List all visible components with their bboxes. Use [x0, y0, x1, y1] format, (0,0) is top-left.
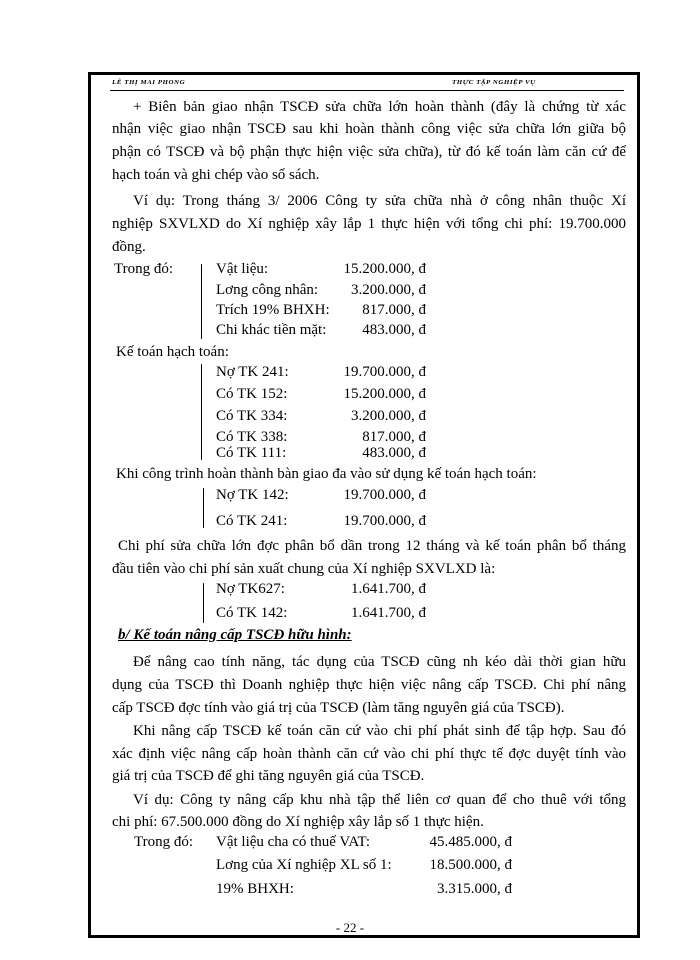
entry3-amount: 1.641.700, đ	[351, 605, 426, 621]
ketoan-label: Kế toán hạch toán:	[116, 344, 229, 360]
para4-line1: Khi nâng cấp TSCĐ kế toán căn cứ vào chi phí phát sinh để tập hợp. Sau đó	[133, 723, 626, 739]
chiphi-line2: đầu tiên vào chi phí sản xuất chung của Xí nghiệp SXVLXD là:	[112, 561, 496, 577]
entry1-amount: 15.200.000, đ	[343, 386, 426, 402]
entry3-amount: 1.641.700, đ	[351, 581, 426, 597]
trong-do-label: Trong đó:	[114, 261, 174, 277]
cost1-label: Vật liệu:	[216, 261, 269, 277]
cost1-amount: 483.000, đ	[362, 322, 426, 338]
header-rule	[110, 90, 624, 91]
header-author: LÊ THỊ MAI PHONG	[112, 78, 186, 86]
entry1-amount: 483.000, đ	[362, 445, 426, 461]
para5-line1: Ví dụ: Công ty nâng cấp khu nhà tập thể liên cơ quan để cho thuê với tổng	[133, 792, 626, 808]
para2-line1: Ví dụ: Trong tháng 3/ 2006 Công ty sửa chữa nhà ở công nhân thuộc Xí	[133, 193, 626, 209]
para3-line2: dụng của TSCĐ thì Doanh nghiệp thực hiện việc nâng cấp TSCĐ. Chi phí nâng	[112, 677, 626, 693]
khi-line: Khi công trình hoàn thành bàn giao đa vào sử dụng kế toán hạch toán:	[116, 466, 537, 482]
cost2-amount: 45.485.000, đ	[429, 834, 512, 850]
cost2-amount: 3.315.000, đ	[437, 881, 512, 897]
entry2-amount: 19.700.000, đ	[343, 487, 426, 503]
brace	[201, 264, 202, 339]
para2-line3: đồng.	[112, 239, 146, 255]
cost1-label: Trích 19% BHXH:	[216, 302, 330, 318]
cost1-amount: 15.200.000, đ	[343, 261, 426, 277]
cost1-label: Chi khác tiền mặt:	[216, 322, 327, 338]
entry1-amount: 19.700.000, đ	[343, 364, 426, 380]
brace	[203, 583, 204, 623]
entry1-label: Có TK 334:	[216, 408, 288, 424]
cost2-label: Vật liệu cha có thuế VAT:	[216, 834, 371, 850]
page-number: - 22 -	[335, 920, 365, 935]
cost1-amount: 3.200.000, đ	[351, 282, 426, 298]
trong-do-label-2: Trong đó:	[134, 834, 194, 850]
para1-line4: hạch toán và ghi chép vào sổ sách.	[112, 167, 320, 183]
cost1-amount: 817.000, đ	[362, 302, 426, 318]
para4-line3: giá trị của TSCĐ để ghi tăng nguyên giá của TSCĐ.	[112, 768, 425, 784]
entry1-amount: 817.000, đ	[362, 429, 426, 445]
para3-line1: Để nâng cao tính năng, tác dụng của TSCĐ cũng nh kéo dài thời gian hữu	[133, 654, 626, 670]
brace	[201, 364, 202, 460]
entry3-label: Có TK 142:	[216, 605, 288, 621]
para1-line3: phận có TSCĐ và bộ phận thực hiện việc sửa chữa), từ đó kế toán làm căn cứ để	[112, 144, 626, 160]
brace	[203, 488, 204, 528]
para4-line2: xác định việc nâng cấp hoàn thành căn cứ vào chi phí thực tế đợc duyệt tính vào	[112, 746, 626, 762]
chiphi-line1: Chi phí sửa chữa lớn đợc phân bổ dần trong 12 tháng và kế toán phân bổ tháng	[118, 538, 626, 554]
cost2-amount: 18.500.000, đ	[429, 857, 512, 873]
entry2-label: Có TK 241:	[216, 513, 288, 529]
header-title: THỰC TẬP NGHIỆP VỤ	[452, 78, 536, 86]
entry1-label: Có TK 152:	[216, 386, 288, 402]
cost1-label: Lơng công nhân:	[216, 282, 319, 298]
entry3-label: Nợ TK627:	[216, 581, 285, 597]
entry1-amount: 3.200.000, đ	[351, 408, 426, 424]
entry1-label: Nợ TK 241:	[216, 364, 289, 380]
entry1-label: Có TK 338:	[216, 429, 288, 445]
entry2-label: Nợ TK 142:	[216, 487, 289, 503]
para5-line2: chi phí: 67.500.000 đồng do Xí nghiệp xây lắp số 1 thực hiện.	[112, 814, 484, 830]
para3-line3: cấp TSCĐ đợc tính vào giá trị của TSCĐ (làm tăng nguyên giá của TSCĐ).	[112, 700, 565, 716]
cost2-label: 19% BHXH:	[216, 881, 294, 897]
para1-line1: + Biên bản giao nhận TSCĐ sửa chữa lớn hoàn thành (đây là chứng từ xác	[133, 99, 626, 115]
para2-line2: nghiệp SXVLXD do Xí nghiệp xây lắp 1 thực hiện với tổng chi phí: 19.700.000	[112, 216, 626, 232]
section-heading: b/ Kế toán nâng cấp TSCĐ hữu hình:	[118, 627, 352, 643]
cost2-label: Lơng của Xí nghiệp XL số 1:	[216, 857, 392, 873]
para1-line2: nhận việc giao nhận TSCĐ sau khi hoàn thành công việc sửa chữa lớn giữa bộ	[112, 121, 626, 137]
entry2-amount: 19.700.000, đ	[343, 513, 426, 529]
entry1-label: Có TK 111:	[216, 445, 287, 461]
